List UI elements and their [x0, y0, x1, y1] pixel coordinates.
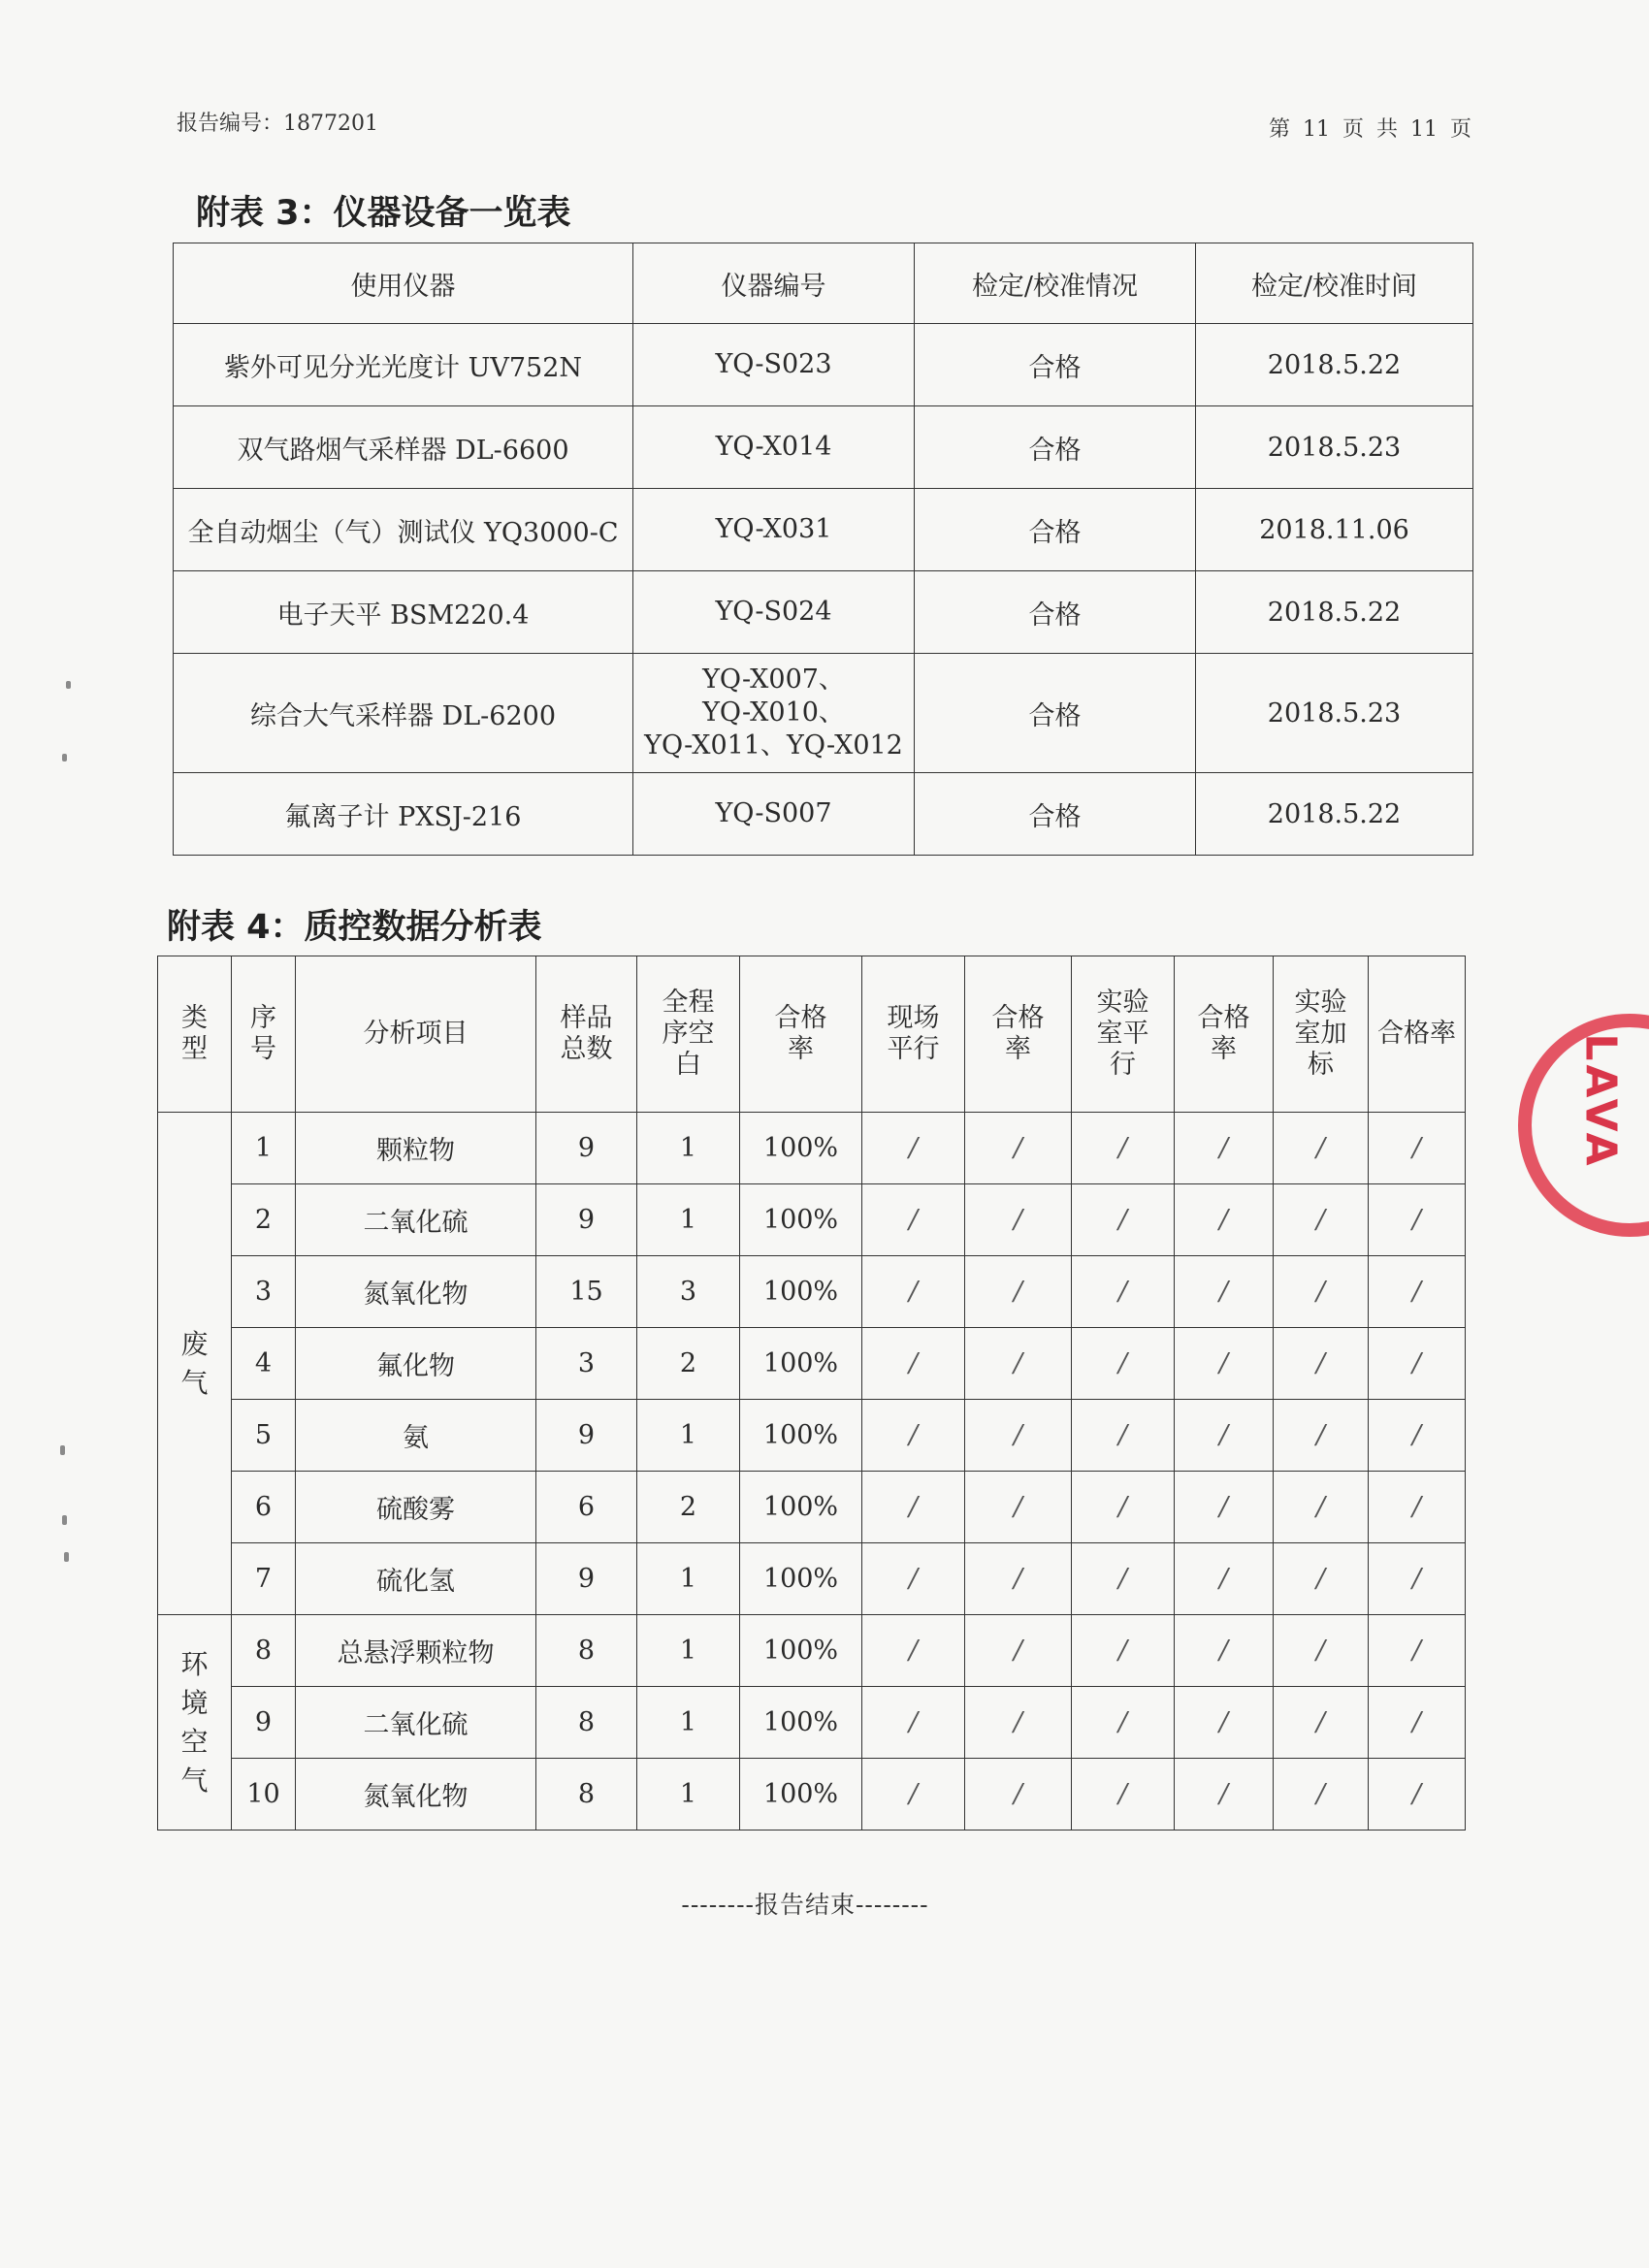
empty-mark: / — [965, 1400, 1072, 1472]
empty-mark: / — [1274, 1543, 1369, 1615]
calibration-date: 2018.5.23 — [1196, 406, 1473, 489]
analysis-item: 二氧化硫 — [296, 1687, 536, 1759]
sample-total: 8 — [536, 1615, 637, 1687]
sample-total: 9 — [536, 1113, 637, 1184]
column-header — [1072, 956, 1175, 1113]
column-header-line: 合格 — [991, 1003, 1045, 1033]
sample-total: 9 — [536, 1184, 637, 1256]
empty-mark: / — [1072, 1400, 1175, 1472]
column-header: 使用仪器 — [174, 243, 633, 324]
table-row — [158, 1256, 1466, 1328]
report-end-line: --------报告结束-------- — [681, 1891, 929, 1919]
empty-mark: / — [1274, 1113, 1369, 1184]
instrument-id: YQ-S007 — [633, 773, 915, 856]
row-number: 6 — [232, 1472, 296, 1543]
scan-mark — [64, 1552, 69, 1562]
column-header-line: 合格率 — [1377, 1019, 1456, 1049]
table-row — [158, 1113, 1466, 1184]
row-number: 9 — [232, 1687, 296, 1759]
row-number: 7 — [232, 1543, 296, 1615]
instrument-table — [173, 243, 1473, 856]
qc-table — [157, 956, 1466, 1831]
empty-mark: / — [1274, 1400, 1369, 1472]
category-cell — [158, 1113, 232, 1615]
table4-title: 附表 4：质控数据分析表 — [167, 908, 542, 947]
empty-mark: / — [1274, 1615, 1369, 1687]
instrument-name: 紫外可见分光光度计 UV752N — [174, 324, 633, 406]
empty-mark: / — [1175, 1472, 1274, 1543]
category-char: 气 — [180, 1764, 209, 1797]
scan-mark — [66, 681, 71, 689]
column-header-line: 实验 — [1096, 988, 1149, 1018]
instrument-id: YQ-X031 — [633, 489, 915, 571]
category-char: 境 — [180, 1686, 209, 1719]
column-header-line: 号 — [250, 1034, 276, 1064]
table-row — [158, 1400, 1466, 1472]
instrument-name: 综合大气采样器 DL-6200 — [174, 654, 633, 773]
column-header — [740, 956, 862, 1113]
column-header: 检定/校准情况 — [915, 243, 1196, 324]
row-number: 10 — [232, 1759, 296, 1831]
column-header — [232, 956, 296, 1113]
pass-rate: 100% — [740, 1113, 862, 1184]
empty-mark: / — [1369, 1543, 1466, 1615]
calibration-date: 2018.5.22 — [1196, 773, 1473, 856]
empty-mark: / — [1072, 1472, 1175, 1543]
analysis-item: 二氧化硫 — [296, 1184, 536, 1256]
blank-count: 1 — [637, 1687, 740, 1759]
pass-rate: 100% — [740, 1184, 862, 1256]
blank-count: 1 — [637, 1759, 740, 1831]
instrument-name: 全自动烟尘（气）测试仪 YQ3000-C — [174, 489, 633, 571]
instrument-id-line: YQ-X011、YQ-X012 — [644, 730, 903, 761]
column-header — [1175, 956, 1274, 1113]
empty-mark: / — [1369, 1184, 1466, 1256]
column-header — [296, 956, 536, 1113]
category-char: 环 — [180, 1647, 209, 1680]
empty-mark: / — [862, 1256, 965, 1328]
empty-mark: / — [1072, 1543, 1175, 1615]
calibration-date: 2018.5.22 — [1196, 324, 1473, 406]
empty-mark: / — [1369, 1328, 1466, 1400]
table3-title: 附表 3：仪器设备一览表 — [196, 194, 571, 233]
analysis-item: 氨 — [296, 1400, 536, 1472]
empty-mark: / — [1072, 1687, 1175, 1759]
pass-rate: 100% — [740, 1256, 862, 1328]
empty-mark: / — [862, 1687, 965, 1759]
empty-mark: / — [862, 1113, 965, 1184]
empty-mark: / — [1274, 1759, 1369, 1831]
calibration-status: 合格 — [915, 773, 1196, 856]
column-header-line: 全程 — [662, 988, 715, 1018]
column-header-line: 白 — [675, 1050, 701, 1080]
calibration-status: 合格 — [915, 571, 1196, 654]
empty-mark: / — [1369, 1400, 1466, 1472]
analysis-item: 硫化氢 — [296, 1543, 536, 1615]
column-header — [158, 956, 232, 1113]
empty-mark: / — [1369, 1113, 1466, 1184]
instrument-id: YQ-S024 — [633, 571, 915, 654]
pass-rate: 100% — [740, 1472, 862, 1543]
empty-mark: / — [862, 1759, 965, 1831]
blank-count: 1 — [637, 1400, 740, 1472]
empty-mark: / — [862, 1400, 965, 1472]
sample-total: 8 — [536, 1687, 637, 1759]
empty-mark: / — [862, 1328, 965, 1400]
blank-count: 3 — [637, 1256, 740, 1328]
empty-mark: / — [1175, 1113, 1274, 1184]
row-number: 2 — [232, 1184, 296, 1256]
empty-mark: / — [1072, 1113, 1175, 1184]
column-header — [637, 956, 740, 1113]
calibration-status: 合格 — [915, 324, 1196, 406]
blank-count: 1 — [637, 1543, 740, 1615]
instrument-id — [633, 654, 915, 773]
column-header-line: 室平 — [1096, 1019, 1149, 1049]
column-header-line: 室加 — [1294, 1019, 1347, 1049]
empty-mark: / — [1072, 1328, 1175, 1400]
table-row — [158, 1472, 1466, 1543]
empty-mark: / — [1072, 1759, 1175, 1831]
column-header-line: 类 — [181, 1003, 208, 1033]
blank-count: 2 — [637, 1472, 740, 1543]
table-row — [158, 1543, 1466, 1615]
column-header-line: 型 — [181, 1034, 208, 1064]
table-row — [174, 773, 1473, 856]
category-cell — [158, 1615, 232, 1831]
instrument-name: 氟离子计 PXSJ-216 — [174, 773, 633, 856]
column-header — [536, 956, 637, 1113]
column-header-line: 标 — [1308, 1050, 1334, 1080]
category-char: 气 — [180, 1366, 209, 1399]
calibration-date: 2018.11.06 — [1196, 489, 1473, 571]
column-header-line: 总数 — [560, 1034, 613, 1064]
sample-total: 3 — [536, 1328, 637, 1400]
column-header-line: 行 — [1110, 1050, 1136, 1080]
table-row — [174, 324, 1473, 406]
empty-mark: / — [965, 1687, 1072, 1759]
empty-mark: / — [1369, 1472, 1466, 1543]
table-row — [174, 489, 1473, 571]
empty-mark: / — [1175, 1687, 1274, 1759]
pass-rate: 100% — [740, 1543, 862, 1615]
pass-rate: 100% — [740, 1400, 862, 1472]
empty-mark: / — [1369, 1759, 1466, 1831]
scan-mark — [62, 1515, 67, 1525]
report-number: 报告编号：1877201 — [177, 112, 378, 136]
column-header: 仪器编号 — [633, 243, 915, 324]
empty-mark: / — [1274, 1687, 1369, 1759]
blank-count: 1 — [637, 1615, 740, 1687]
category-char: 废 — [180, 1327, 209, 1360]
empty-mark: / — [965, 1615, 1072, 1687]
empty-mark: / — [965, 1472, 1072, 1543]
empty-mark: / — [1175, 1328, 1274, 1400]
calibration-date: 2018.5.23 — [1196, 654, 1473, 773]
instrument-id-line: YQ-X010、 — [702, 697, 845, 728]
row-number: 3 — [232, 1256, 296, 1328]
empty-mark: / — [1369, 1687, 1466, 1759]
instrument-id: YQ-S023 — [633, 324, 915, 406]
empty-mark: / — [965, 1328, 1072, 1400]
instrument-name: 双气路烟气采样器 DL-6600 — [174, 406, 633, 489]
empty-mark: / — [965, 1113, 1072, 1184]
analysis-item: 氟化物 — [296, 1328, 536, 1400]
sample-total: 6 — [536, 1472, 637, 1543]
empty-mark: / — [1175, 1256, 1274, 1328]
column-header-line: 序 — [250, 1003, 276, 1033]
empty-mark: / — [1175, 1543, 1274, 1615]
column-header-line: 现场 — [887, 1003, 940, 1033]
column-header — [1369, 956, 1466, 1113]
calibration-date: 2018.5.22 — [1196, 571, 1473, 654]
table-row — [158, 1328, 1466, 1400]
table-row — [174, 406, 1473, 489]
empty-mark: / — [1369, 1256, 1466, 1328]
column-header-line: 率 — [788, 1034, 814, 1064]
column-header-line: 合格 — [774, 1003, 827, 1033]
empty-mark: / — [1175, 1400, 1274, 1472]
empty-mark: / — [965, 1759, 1072, 1831]
blank-count: 1 — [637, 1184, 740, 1256]
column-header — [965, 956, 1072, 1113]
empty-mark: / — [862, 1543, 965, 1615]
page-indicator: 第 11 页 共 11 页 — [1269, 117, 1471, 142]
empty-mark: / — [965, 1184, 1072, 1256]
row-number: 1 — [232, 1113, 296, 1184]
blank-count: 2 — [637, 1328, 740, 1400]
column-header-line: 平行 — [887, 1034, 940, 1064]
scan-mark — [62, 754, 67, 761]
column-header-line: 实验 — [1294, 988, 1347, 1018]
empty-mark: / — [1072, 1184, 1175, 1256]
table-row — [158, 1184, 1466, 1256]
column-header — [1274, 956, 1369, 1113]
column-header-line: 分析项目 — [363, 1019, 469, 1049]
pass-rate: 100% — [740, 1687, 862, 1759]
category-char: 空 — [180, 1725, 209, 1758]
table-header-row — [158, 956, 1466, 1113]
empty-mark: / — [862, 1615, 965, 1687]
seal-stamp-text: LAVA — [1575, 1033, 1626, 1170]
calibration-status: 合格 — [915, 406, 1196, 489]
sample-total: 8 — [536, 1759, 637, 1831]
empty-mark: / — [1175, 1759, 1274, 1831]
column-header — [862, 956, 965, 1113]
table-row — [174, 571, 1473, 654]
analysis-item: 硫酸雾 — [296, 1472, 536, 1543]
empty-mark: / — [1072, 1615, 1175, 1687]
scan-mark — [60, 1445, 65, 1455]
calibration-status: 合格 — [915, 489, 1196, 571]
blank-count: 1 — [637, 1113, 740, 1184]
analysis-item: 氮氧化物 — [296, 1256, 536, 1328]
empty-mark: / — [862, 1472, 965, 1543]
empty-mark: / — [1072, 1256, 1175, 1328]
instrument-name: 电子天平 BSM220.4 — [174, 571, 633, 654]
column-header-line: 合格 — [1197, 1003, 1250, 1033]
empty-mark: / — [1274, 1184, 1369, 1256]
table-row — [158, 1687, 1466, 1759]
table-row — [174, 654, 1473, 773]
empty-mark: / — [1175, 1615, 1274, 1687]
empty-mark: / — [965, 1256, 1072, 1328]
pass-rate: 100% — [740, 1759, 862, 1831]
column-header: 检定/校准时间 — [1196, 243, 1473, 324]
table-header-row — [174, 243, 1473, 324]
instrument-id-line: YQ-X007、 — [702, 664, 845, 695]
analysis-item: 氮氧化物 — [296, 1759, 536, 1831]
column-header-line: 样品 — [560, 1003, 613, 1033]
calibration-status: 合格 — [915, 654, 1196, 773]
column-header-line: 序空 — [662, 1019, 715, 1049]
empty-mark: / — [1274, 1328, 1369, 1400]
empty-mark: / — [862, 1184, 965, 1256]
table-row — [158, 1759, 1466, 1831]
column-header-line: 率 — [1005, 1034, 1031, 1064]
empty-mark: / — [1274, 1472, 1369, 1543]
empty-mark: / — [1369, 1615, 1466, 1687]
sample-total: 15 — [536, 1256, 637, 1328]
analysis-item: 颗粒物 — [296, 1113, 536, 1184]
sample-total: 9 — [536, 1543, 637, 1615]
instrument-id: YQ-X014 — [633, 406, 915, 489]
pass-rate: 100% — [740, 1615, 862, 1687]
analysis-item: 总悬浮颗粒物 — [296, 1615, 536, 1687]
row-number: 5 — [232, 1400, 296, 1472]
column-header-line: 率 — [1211, 1034, 1237, 1064]
sample-total: 9 — [536, 1400, 637, 1472]
table-row — [158, 1615, 1466, 1687]
row-number: 4 — [232, 1328, 296, 1400]
empty-mark: / — [1175, 1184, 1274, 1256]
empty-mark: / — [1274, 1256, 1369, 1328]
row-number: 8 — [232, 1615, 296, 1687]
empty-mark: / — [965, 1543, 1072, 1615]
pass-rate: 100% — [740, 1328, 862, 1400]
